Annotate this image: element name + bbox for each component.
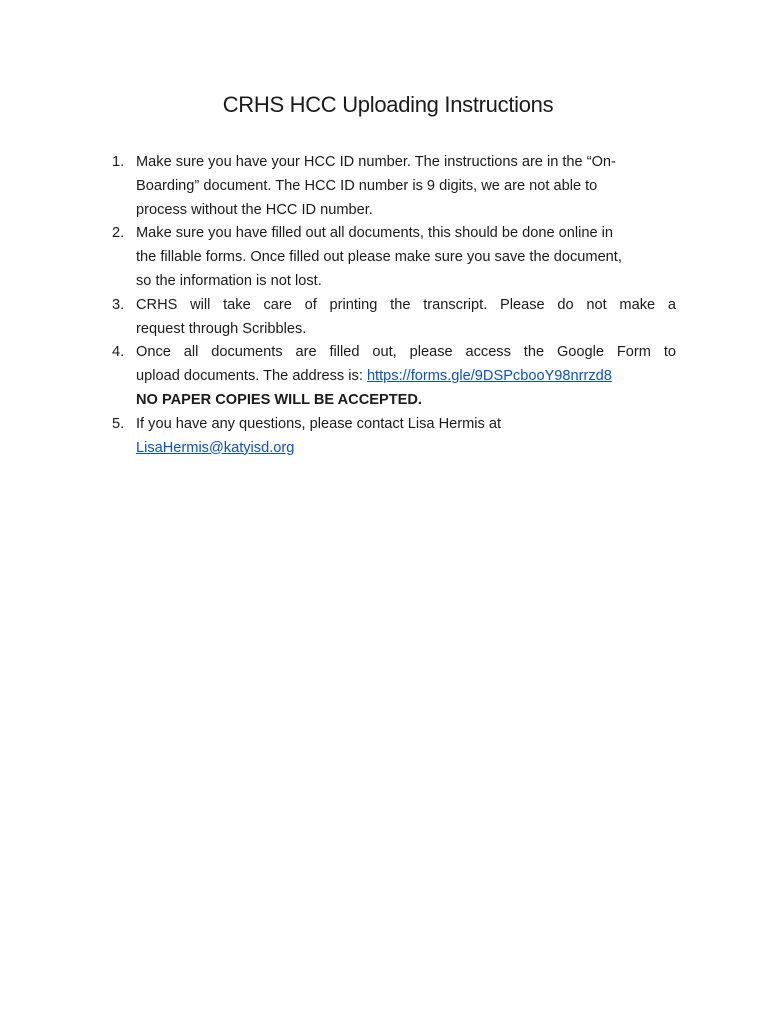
list-item [112, 413, 676, 461]
item-text-line: Make sure you have your HCC ID number. The instructions are in the “On- [136, 154, 616, 170]
item-number: 5. [112, 415, 125, 432]
item-text-line [136, 437, 676, 461]
item-text-line: CRHS will take care of printing the transcript. Please do not make a [136, 296, 676, 313]
email-link[interactable]: LisaHermis@katyisd.org [136, 439, 295, 456]
list-item [112, 151, 676, 222]
item-text-line: Make sure you have filled out all documents, this should be done online in [136, 225, 614, 242]
item-text-line: process without the HCC ID number. [136, 201, 373, 218]
item-text-line: If you have any questions, please contact Lisa Hermis at [136, 415, 502, 432]
list-item [112, 222, 676, 293]
item-number: 2. [112, 225, 125, 242]
instruction-list [112, 151, 676, 460]
item-text-line: request through Scribbles. [136, 320, 307, 337]
item-text-line: Once all documents are filled out, please access the Google Form to [136, 344, 676, 361]
document-title: CRHS HCC Uploading Instructions [222, 92, 554, 117]
list-item [112, 294, 676, 342]
google-form-link[interactable]: https://forms.gle/9DSPcbooY98nrrzd8 [366, 368, 612, 385]
item-text-line: the fillable forms. Once filled out please make sure you save the document, [136, 249, 622, 266]
item-number: 4. [112, 344, 125, 361]
no-paper-copies-notice: NO PAPER COPIES WILL BE ACCEPTED. [136, 391, 422, 408]
item-number: 1. [112, 154, 125, 170]
address-label: upload documents. The address is: [136, 368, 367, 385]
item-number: 3. [112, 296, 125, 313]
list-item [112, 341, 676, 412]
item-text-line: Boarding” document. The HCC ID number is 9 digits, we are not able to [136, 177, 598, 194]
item-text-line [136, 365, 676, 389]
item-text-line: so the information is not lost. [136, 272, 322, 289]
